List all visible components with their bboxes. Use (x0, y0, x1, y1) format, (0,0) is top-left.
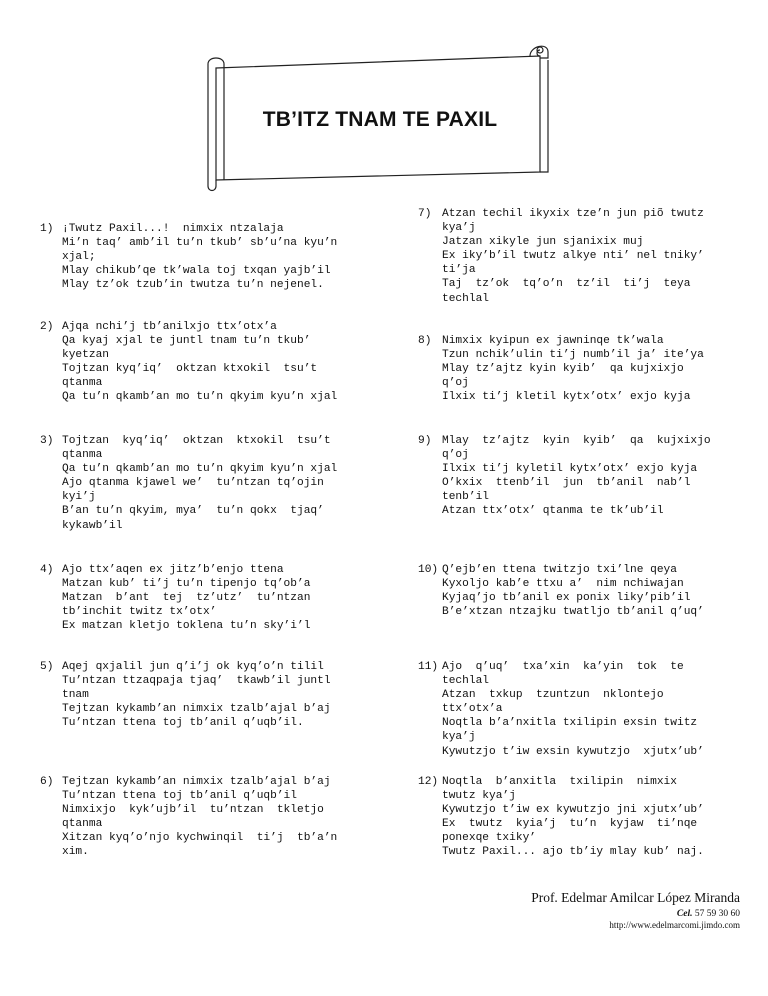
verse-line: Qa kyaj xjal te juntl tnam tu’n tkub’ (62, 335, 311, 348)
verse-line: Ajo qtanma kjawel we’ tu’ntzan tq’ojin (62, 477, 324, 490)
verse-line: ponexqe txiky’ (442, 832, 536, 845)
author-name: Prof. Edelmar Amilcar López Miranda (531, 890, 740, 905)
verse-line: Ajo ttx’aqen ex jitz’b’enjo ttena (62, 564, 284, 576)
verse-line: O’kxix ttenb’il jun tb’anil nab’l (442, 477, 691, 490)
verse-line: Mlay tz’ok tzub’in twutza tu’n nejenel. (62, 279, 324, 292)
stanza-number: 5) (40, 661, 54, 673)
verse-line: Tzun nchik’ulin ti’j numb’il ja’ ite’ya (442, 349, 704, 362)
verse-line: Twutz Paxil... ajo tb’iy mlay kub’ naj. (442, 846, 704, 859)
stanza (418, 563, 704, 619)
verse-line: ti’ja (442, 264, 476, 277)
verse-line: techlal (442, 292, 489, 305)
verse-line: Kywutzjo t’iw ex kywutzjo jni xjutx’ub’ (442, 804, 704, 817)
stanza-number: 4) (40, 564, 54, 576)
verse-line: Tu’ntzan ttena toj tb’anil q’uqb’il (62, 790, 297, 803)
verse-line: Tojtzan kyq’iq’ oktzan ktxokil tsu’t (62, 435, 331, 447)
verse-line: kykawb’il (62, 519, 123, 532)
verse-line: kyetzan (62, 349, 109, 362)
verse-line: Matzan kub’ ti’j tu’n tipenjo tq’ob’a (62, 578, 311, 591)
verse-line: techlal (442, 675, 489, 688)
phone-line (531, 909, 740, 919)
verse-line: Tejtzan kykamb’an nimxix tzalb’ajal b’aj (62, 776, 331, 788)
stanza-number: 8) (418, 335, 432, 347)
stanza (418, 660, 704, 759)
verse-line: Mlay tz’ajtz kyin kyib’ qa kujxixjo (442, 435, 711, 447)
stanza-number: 7) (418, 208, 432, 220)
verse-line: Taj tz’ok tq’o’n tz’il ti’j teya (442, 278, 691, 291)
verse-line: Kyjaq’jo tb’anil ex ponix liky’pib’il (442, 592, 691, 605)
verse-line: Ex twutz kyia’j tu’n kyjaw ti’nqe (442, 818, 698, 831)
verse-line: kyi’j (62, 491, 96, 504)
verse-line: tb’inchit twitz tx’otx’ (62, 606, 217, 619)
stanza (40, 775, 337, 860)
verse-line: q’oj (442, 449, 469, 462)
stanza (40, 660, 331, 730)
verse-line: Aqej qxjalil jun q’i’j ok kyq’o’n tilil (62, 661, 324, 673)
verse-line: xim. (62, 846, 89, 859)
verse-line: qtanma (62, 377, 103, 390)
stanza-number: 10) (418, 564, 439, 576)
scroll-banner (0, 0, 768, 200)
verse-line: Ajqa nchi’j tb’anilxjo ttx’otx’a (62, 321, 277, 333)
verse-line: Mlay chikub’qe tk’wala toj txqan yajb’il (62, 265, 331, 278)
verse-line: Xitzan kyq’o’njo kychwinqil ti’j tb’a’n (62, 832, 338, 845)
verse-line: Qa tu’n qkamb’an mo tu’n qkyim kyu’n xjal (62, 463, 338, 476)
website-url[interactable]: http://www.edelmarcomi.jimdo.com (609, 920, 740, 930)
verse-line: qtanma (62, 818, 103, 831)
stanza (40, 222, 337, 292)
stanza (418, 334, 704, 404)
verse-line: kya’j (442, 731, 476, 744)
verse-line: Q’ejb’en ttena twitzjo txi’lne qeya (442, 564, 677, 576)
verse-line: xjal; (62, 251, 96, 264)
verse-line: Ex matzan kletjo toklena tu’n sky’i’l (62, 620, 311, 633)
verse-line: Tejtzan kykamb’an nimxix tzalb’ajal b’aj (62, 703, 331, 716)
verse-line: B’an tu’n qkyim, mya’ tu’n qokx tjaq’ (62, 505, 324, 518)
stanza (418, 207, 704, 306)
stanza-number: 12) (418, 776, 439, 788)
verse-line: Nimxixjo kyk’ujb’il tu’ntzan tkletjo (62, 804, 324, 817)
verse-line: Tojtzan kyq’iq’ oktzan ktxokil tsu’t (62, 363, 318, 376)
stanza (40, 320, 337, 405)
stanza (418, 775, 704, 860)
verse-line: Ex iky’b’il twutz alkye nti’ nel tniky’ (442, 250, 704, 263)
stanza-number: 1) (40, 223, 54, 235)
verse-line: tenb’il (442, 491, 489, 504)
stanza-number: 2) (40, 321, 54, 333)
verse-line: Nimxix kyipun ex jawninqe tk’wala (442, 335, 664, 347)
verse-line: Kyxoljo kab’e ttxu a’ nim nchiwajan (442, 578, 684, 591)
cel-label: Cel. (676, 909, 693, 919)
stanza (40, 434, 337, 533)
verse-line: tnam (62, 689, 89, 702)
stanza-number: 6) (40, 776, 54, 788)
verse-line: Atzan txkup tzuntzun nklontejo (442, 689, 664, 702)
verse-line: q’oj (442, 377, 469, 390)
verse-line: Tu’ntzan ttena toj tb’anil q’uqb’il. (62, 717, 304, 730)
verse-line: Tu’ntzan ttzaqpaja tjaq’ tkawb’il juntl (62, 675, 331, 688)
verse-line: Kywutzjo t’iw exsin kywutzjo xjutx’ub’ (442, 745, 704, 758)
stanza (418, 434, 711, 519)
verse-line: Qa tu’n qkamb’an mo tu’n qkyim kyu’n xjal (62, 391, 338, 404)
document-title: TB’ITZ TNAM TE PAXIL (262, 108, 498, 131)
stanza (40, 563, 310, 633)
verse-line: Noqtla b’anxitla txilipin nimxix (442, 776, 677, 788)
verse-line: kya’j (442, 222, 476, 235)
stanza-number: 11) (418, 661, 439, 673)
verse-line: ¡Twutz Paxil...! nimxix ntzalaja (62, 223, 284, 235)
stanza-number: 9) (418, 435, 432, 447)
verse-line: qtanma (62, 449, 103, 462)
verse-line: Mi’n taq’ amb’il tu’n tkub’ sb’u’na kyu’n (62, 237, 338, 250)
author-footer (531, 890, 740, 930)
verse-line: Ajo q’uq’ txa’xin ka’yin tok te (442, 661, 684, 673)
verse-line: Atzan ttx’otx’ qtanma te tk’ub’il (442, 505, 664, 518)
verse-line: twutz kya’j (442, 790, 516, 803)
verse-line: Matzan b’ant tej tz’utz’ tu’ntzan (62, 592, 311, 605)
verse-line: B’e’xtzan ntzajku twatljo tb’anil q’uq’ (442, 606, 704, 619)
verse-line: Noqtla b’a’nxitla txilipin exsin twitz (442, 717, 698, 730)
stanza-number: 3) (40, 435, 54, 447)
verse-line: Jatzan xikyle jun sjanixix muj (442, 236, 644, 249)
verse-line: Ilxix ti’j kyletil kytx’otx’ exjo kyja (442, 463, 698, 476)
verse-line: Mlay tz’ajtz kyin kyib’ qa kujxixjo (442, 363, 684, 376)
verse-line: ttx’otx’a (442, 703, 503, 716)
verse-line: Ilxix ti’j kletil kytx’otx’ exjo kyja (442, 391, 691, 404)
cel-number: 57 59 30 60 (694, 909, 740, 919)
verse-line: Atzan techil ikyxix tze’n jun piõ twutz (442, 208, 704, 220)
